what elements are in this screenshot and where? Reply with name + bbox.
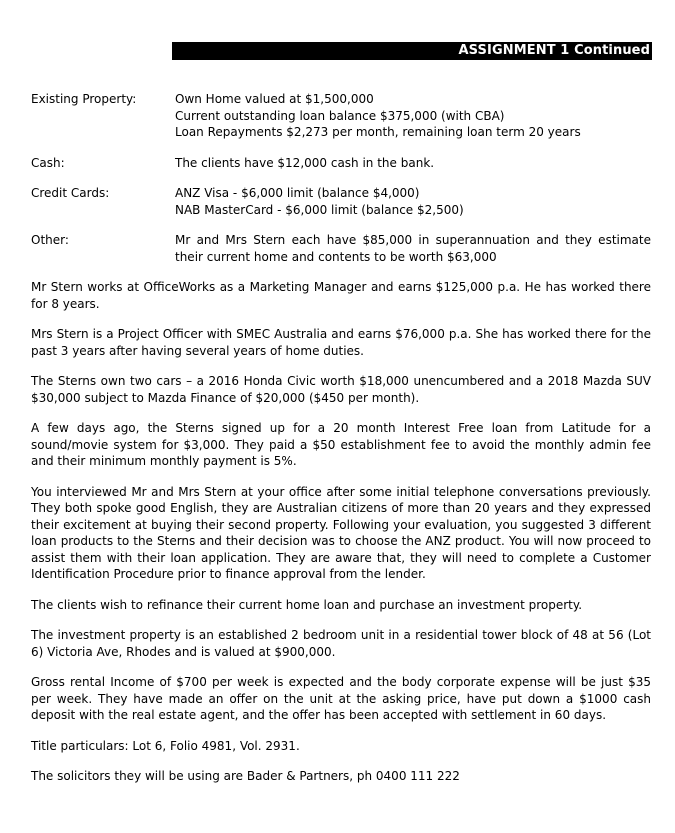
paragraph-refinance: The clients wish to refinance their current home loan and purchase an investment property. (31, 597, 583, 612)
cash-row (31, 155, 651, 172)
credit-cards-value (175, 185, 651, 218)
existing-property-line: Own Home valued at $1,500,000 (175, 92, 374, 106)
credit-card-line: NAB MasterCard - $6,000 limit (balance $2,500) (175, 202, 464, 217)
paragraph-title-particulars: Title particulars: Lot 6, Folio 4981, Vol. 2931. (31, 738, 300, 753)
paragraph-interest-free-loan: A few days ago, the Sterns signed up for a 20 month Interest Free loan from Latitude for a sound/movie system for $3,000. They paid a $50 establishment fee to avoid the monthly admin fee and their minimum monthly payment is 5%. (31, 421, 651, 468)
credit-cards-label: Credit Cards: (31, 186, 110, 200)
existing-property-line: Current outstanding loan balance $375,000 (with CBA) (175, 108, 505, 123)
paragraph-cars: The Sterns own two cars – a 2016 Honda Civic worth $18,000 unencumbered and a 2018 Mazda SUV $30,000 subject to Mazda Finance of $20,000 ($450 per month). (31, 374, 651, 405)
cash-label: Cash: (31, 155, 65, 170)
paragraph-investment-property: The investment property is an established 2 bedroom unit in a residential tower block of 48 at 56 (Lot 6) Victoria Ave, Rhodes and is valued at $900,000. (31, 628, 651, 659)
existing-property-value (175, 91, 651, 141)
credit-cards-row (31, 185, 651, 218)
other-value: Mr and Mrs Stern each have $85,000 in superannuation and they estimate their current home and contents to be worth $63,000 (175, 233, 651, 264)
cash-value: The clients have $12,000 cash in the bank. (175, 155, 435, 170)
paragraph-rental-income: Gross rental Income of $700 per week is expected and the body corporate expense will be just $35 per week. They have made an offer on the unit at the asking price, have put down a $1000 cash deposit with the real estate agent, and the offer has been accepted with settlement in 60 days. (31, 675, 651, 722)
other-label: Other: (31, 233, 69, 247)
paragraph-mr-stern-employment: Mr Stern works at OfficeWorks as a Marketing Manager and earns $125,000 p.a. He has worked there for 8 years. (31, 280, 651, 311)
other-row (31, 232, 651, 265)
paragraph-mrs-stern-employment: Mrs Stern is a Project Officer with SMEC Australia and earns $76,000 p.a. She has worked there for the past 3 years after having several years of home duties. (31, 327, 651, 358)
existing-property-line: Loan Repayments $2,273 per month, remaining loan term 20 years (175, 125, 581, 139)
paragraph-interview: You interviewed Mr and Mrs Stern at your office after some initial telephone conversations previously. They both spoke good English, they are Australian citizens of more than 20 years and they expressed their excitement at buying their second property. Following your evaluation, you suggested 3 different loan products to the Sterns and their decision was to choose the ANZ product. You will now proceed to assist them with their loan application. They are aware that, they will need to complete a Customer Identification Procedure prior to finance approval from the lender. (31, 484, 651, 581)
assignment-title-bar: ASSIGNMENT 1 Continued (172, 42, 652, 60)
credit-card-line: ANZ Visa - $6,000 limit (balance $4,000) (175, 186, 420, 200)
document-body (31, 91, 651, 785)
existing-property-label: Existing Property: (31, 92, 137, 106)
existing-property-row (31, 91, 651, 141)
paragraph-solicitors: The solicitors they will be using are Bader & Partners, ph 0400 111 222 (31, 769, 460, 783)
